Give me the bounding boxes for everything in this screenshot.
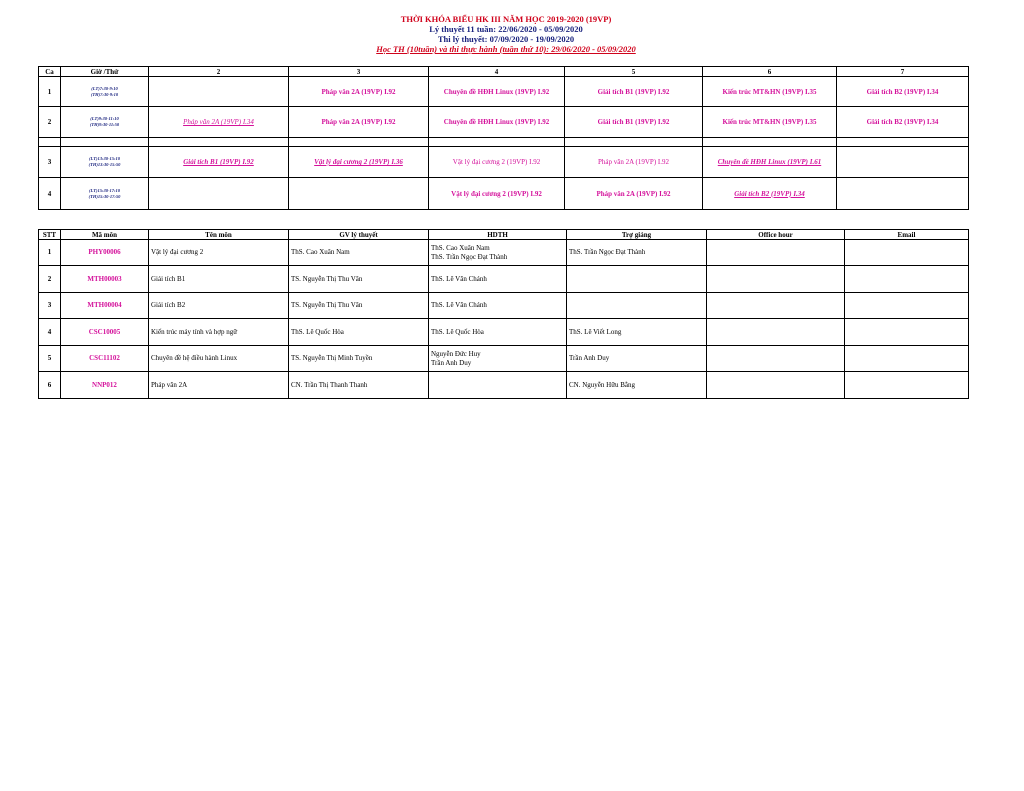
class-cell (837, 147, 969, 178)
subject-assistant: ThS. Lê Viết Long (567, 319, 707, 346)
time-slot (61, 77, 149, 107)
subject-row (39, 346, 969, 372)
subject-row (39, 240, 969, 266)
subject-email (845, 346, 969, 372)
time-theory: (LT)15:30-17:10 (89, 187, 120, 193)
time-practice: (TH)13:30-15:50 (88, 162, 121, 167)
subject-email (845, 266, 969, 293)
document-title: THỜI KHÓA BIỂU HK III NĂM HỌC 2019-2020 (19VP) (400, 14, 612, 24)
subject-office-hour (707, 319, 845, 346)
subject-name: Vật lý đại cương 2 (149, 240, 289, 266)
class-cell: Pháp văn 2A (19VP) I.92 (565, 147, 703, 178)
time-theory: (LT)7:30-9:10 (91, 85, 118, 91)
subject-email (845, 319, 969, 346)
subject-lecturer: ThS. Lê Quốc Hòa (289, 319, 429, 346)
ca-number: 3 (39, 147, 61, 178)
hdth-line: Nguyễn Đức Huy (431, 350, 481, 358)
subject-email (845, 293, 969, 319)
time-practice: (TH)15:30-17:50 (88, 193, 121, 199)
time-theory: (LT)9:30-11:10 (90, 116, 119, 121)
class-cell: Giải tích B2 (19VP) I.34 (837, 77, 969, 107)
subject-office-hour (707, 293, 845, 319)
class-cell: Chuyên đề HĐH Linux (19VP) I.92 (429, 77, 565, 107)
subject-assistant (567, 293, 707, 319)
header-name: Tên môn (149, 230, 289, 240)
subject-code: MTH00004 (61, 293, 149, 319)
header-code: Mã môn (61, 230, 149, 240)
time-practice: (TH)9:30-11:50 (89, 122, 120, 127)
class-cell: Kiến trúc MT&HN (19VP) I.35 (703, 107, 837, 138)
header-stt: STT (39, 230, 61, 240)
class-cell: Pháp văn 2A (19VP) I.92 (289, 107, 429, 138)
class-cell: Chuyên đề HĐH Linux (19VP) I.61 (703, 147, 837, 178)
header-day-3: 3 (289, 67, 429, 77)
time-slot (61, 147, 149, 178)
header-email: Email (845, 230, 969, 240)
class-cell: Pháp văn 2A (19VP) I.92 (565, 178, 703, 210)
subject-row (39, 293, 969, 319)
subject-code: CSC10005 (61, 319, 149, 346)
subject-office-hour (707, 372, 845, 399)
subject-assistant: CN. Nguyễn Hữu Bằng (567, 372, 707, 399)
subject-hdth (429, 372, 567, 399)
subject-stt: 1 (39, 240, 61, 266)
time-slot (61, 178, 149, 210)
subject-assistant (567, 266, 707, 293)
subject-lecturer: TS. Nguyễn Thị Thu Vân (289, 266, 429, 293)
time-practice: (TH)7:30-9:10 (90, 91, 119, 97)
hdth-line: ThS. Trần Ngọc Đạt Thành (431, 252, 508, 261)
subject-hdth (429, 319, 567, 346)
practice-period: Học TH (10tuần) và thi thực hành (tuần thứ 10): 29/06/2020 - 05/09/2020 (376, 44, 636, 54)
subject-code: CSC11102 (61, 346, 149, 372)
ca-number: 4 (39, 178, 61, 210)
hdth-line: ThS. Lê Văn Chánh (431, 301, 487, 310)
subject-row (39, 372, 969, 399)
class-cell: Giải tích B1 (19VP) I.92 (149, 147, 289, 178)
subject-code: MTH00003 (61, 266, 149, 293)
subject-assistant: Trần Anh Duy (567, 346, 707, 372)
subject-name: Giải tích B1 (149, 266, 289, 293)
class-cell (289, 178, 429, 210)
hdth-line: ThS. Cao Xuân Nam (431, 244, 490, 252)
subject-name: Chuyên đề hệ điều hành Linux (149, 346, 289, 372)
subject-hdth (429, 346, 567, 372)
subject-email (845, 372, 969, 399)
schedule-table (38, 66, 969, 210)
class-cell: Pháp văn 2A (19VP) I.34 (149, 107, 289, 138)
header-ca: Ca (39, 67, 61, 77)
ca-number: 1 (39, 77, 61, 107)
schedule-row (39, 107, 969, 138)
subject-hdth (429, 293, 567, 319)
subject-office-hour (707, 346, 845, 372)
class-cell: Giải tích B1 (19VP) I.92 (565, 77, 703, 107)
subject-row (39, 319, 969, 346)
subject-stt: 5 (39, 346, 61, 372)
class-cell: Giải tích B2 (19VP) I.34 (703, 178, 837, 210)
class-cell (149, 178, 289, 210)
header-assistant: Trợ giảng (567, 230, 707, 240)
subject-hdth (429, 240, 567, 266)
subject-assistant: ThS. Trần Ngọc Đạt Thành (567, 240, 707, 266)
class-cell (149, 77, 289, 107)
header-office-hour: Office hour (707, 230, 845, 240)
subjects-table (38, 229, 969, 399)
header-day-4: 4 (429, 67, 565, 77)
class-cell (837, 178, 969, 210)
subject-name: Pháp văn 2A (149, 372, 289, 399)
schedule-row (39, 147, 969, 178)
subject-lecturer: TS. Nguyễn Thị Minh Tuyền (289, 346, 429, 372)
class-cell: Chuyên đề HĐH Linux (19VP) I.92 (429, 107, 565, 138)
class-cell: Pháp văn 2A (19VP) I.92 (289, 77, 429, 107)
hdth-line: ThS. Lê Văn Chánh (431, 274, 487, 283)
class-cell: Vật lý đại cương 2 (19VP) I.92 (429, 147, 565, 178)
hdth-line: Trần Anh Duy (431, 358, 472, 367)
header-day-5: 5 (565, 67, 703, 77)
class-cell: Giải tích B2 (19VP) I.34 (837, 107, 969, 138)
class-cell: Vật lý đại cương 2 (19VP) I.36 (289, 147, 429, 178)
subject-stt: 2 (39, 266, 61, 293)
time-slot (61, 107, 149, 138)
subject-email (845, 240, 969, 266)
class-cell: Giải tích B1 (19VP) I.92 (565, 107, 703, 138)
theory-period: Lý thuyết 11 tuần: 22/06/2020 - 05/09/2020 (429, 24, 583, 34)
subject-row (39, 266, 969, 293)
header-time: Giờ /Thứ (61, 67, 149, 77)
schedule-row (39, 77, 969, 107)
subject-code: PHY00006 (61, 240, 149, 266)
subject-lecturer: TS. Nguyễn Thị Thu Vân (289, 293, 429, 319)
schedule-spacer-row (39, 138, 969, 147)
exam-period: Thi lý thuyết: 07/09/2020 - 19/09/2020 (437, 34, 575, 44)
header-day-7: 7 (837, 67, 969, 77)
subject-stt: 3 (39, 293, 61, 319)
subject-hdth (429, 266, 567, 293)
subject-stt: 6 (39, 372, 61, 399)
subject-lecturer: CN. Trần Thị Thanh Thanh (289, 372, 429, 399)
subject-office-hour (707, 266, 845, 293)
subject-lecturer: ThS. Cao Xuân Nam (289, 240, 429, 266)
schedule-header-row (39, 67, 969, 77)
document-header (0, 14, 1012, 54)
subjects-header-row (39, 230, 969, 240)
subject-name: Kiến trúc máy tính và hợp ngữ (149, 319, 289, 346)
schedule-row (39, 178, 969, 210)
class-cell: Vật lý đại cương 2 (19VP) I.92 (429, 178, 565, 210)
ca-number: 2 (39, 107, 61, 138)
subject-office-hour (707, 240, 845, 266)
subject-name: Giải tích B2 (149, 293, 289, 319)
time-theory: (LT)13:30-15:10 (89, 156, 120, 161)
header-lecturer: GV lý thuyết (289, 230, 429, 240)
class-cell: Kiến trúc MT&HN (19VP) I.35 (703, 77, 837, 107)
subject-code: NNP012 (61, 372, 149, 399)
header-hdth: HDTH (429, 230, 567, 240)
hdth-line: ThS. Lê Quốc Hòa (431, 327, 484, 336)
header-day-6: 6 (703, 67, 837, 77)
subject-stt: 4 (39, 319, 61, 346)
header-day-2: 2 (149, 67, 289, 77)
